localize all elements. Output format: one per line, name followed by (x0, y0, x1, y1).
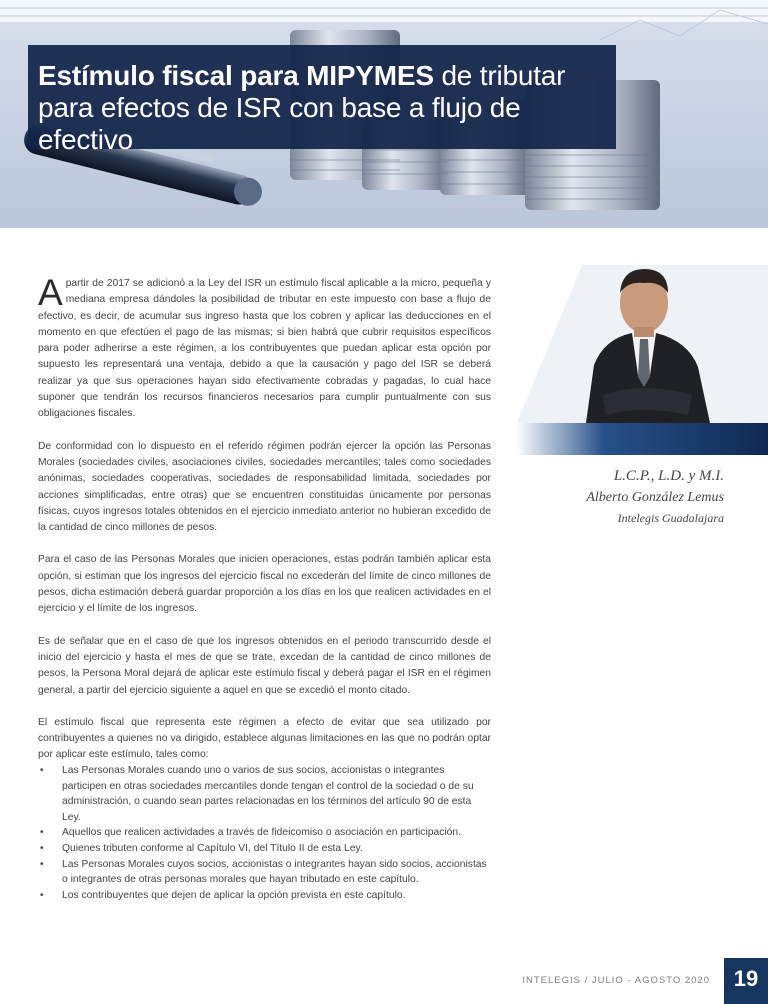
list-item-text: Quienes tributen conforme al Capítulo VI, del Título II de esta Ley. (62, 842, 363, 854)
paragraph-text: partir de 2017 se adicionó a la Ley del ISR un estímulo fiscal aplicable a la micro, pequeña y mediana empresa dándoles la posibilidad de tributar en este impuesto con base a flujo de efectivo, es decir, de acumular sus ingreso hasta que los cobren y aplicar las deducciones en el momento en que efectúen el pago de las mismas; si bien habrá que cubrir requisitos específicos para poder adherirse a este régimen, a los contribuyentes que puedan aplicar esta opción por supuesto les representará una ventaja, debido a que la causación y pago del ISR se deberá realizar ya que sus operaciones hayan sido efectivamente cobradas y pagadas, lo cual hace suponer que tendrán los recursos financieros necesarios para cumplir puntualmente con sus obligaciones fiscales. (38, 278, 491, 420)
author-photo (516, 255, 768, 455)
bullet-icon: • (40, 765, 44, 776)
author-affiliation: Intelegis Guadalajara (617, 511, 724, 525)
list-item (38, 825, 491, 841)
bullet-icon: • (40, 889, 44, 901)
author-portrait-image (516, 255, 768, 455)
paragraph: De conformidad con lo dispuesto en el referido régimen podrán ejercer la opción las Personas Morales (sociedades civiles, asociaciones civiles, sociedades mercantiles; tales como sociedades anónimas, sociedades cooperativas, sociedades de responsabilidad limitada, sociedades por acciones simplificadas, entre otras) que se encuentren constituidas únicamente por personas físicas, cuyos ingresos totales obtenidos en el ejercicio inmediato anterior no hubieran excedido de la cantidad de cinco millones de pesos. (38, 440, 491, 534)
paragraph: Para el caso de las Personas Morales que inicien operaciones, estas podrán también aplicar esta opción, si estiman que los ingresos del ejercicio fiscal no excederán del límite de cinco millones de pesos, dicha estimación deberá guardar proporción a los días en los que realicen actividades en el ejercicio y el límite de los ingresos. (38, 554, 491, 615)
list-item (38, 857, 491, 888)
hero-banner (0, 0, 768, 228)
list-item (38, 841, 491, 857)
author-credentials: L.C.P., L.D. y M.I. (613, 468, 724, 484)
list-item (38, 763, 491, 825)
author-byline (540, 466, 724, 528)
title-bold: Estímulo fiscal para MIPYMES (38, 60, 434, 91)
limitations-list (38, 763, 491, 903)
dropcap-letter: A (38, 272, 63, 313)
publication-footer: INTELEGIS / JULIO - AGOSTO 2020 (522, 975, 710, 986)
list-item-text: Las Personas Morales cuyos socios, accionistas o integrantes hayan sido socios, accionistas o integrantes de otras personas morales que hayan tributado en este capítulo. (62, 858, 487, 886)
bullet-icon: • (40, 858, 44, 870)
list-item-text: Los contribuyentes que dejen de aplicar la opción prevista en este capítulo. (62, 889, 406, 901)
bullet-icon: • (40, 842, 44, 854)
list-item-text: Las Personas Morales cuando uno o varios de sus socios, accionistas o integrantes participen en otras sociedades mercantiles donde tengan el control de la sociedad o de su administración, o cuando sean partes relacionadas en los términos del artículo 90 de esta Ley. (62, 765, 474, 823)
list-item-text: Aquellos que realicen actividades a través de fideicomiso o asociación en participación. (62, 827, 461, 839)
paragraph (38, 272, 491, 423)
paragraph: El estímulo fiscal que representa este régimen a efecto de evitar que sea utilizado por contribuyentes a quienes no va dirigido, establece algunas limitaciones en las que no podrán optar por aplicar este estímulo, tales como: (38, 716, 491, 761)
page-number: 19 (724, 958, 768, 1004)
article-body (38, 272, 491, 780)
bullet-icon: • (40, 827, 44, 839)
list-item (38, 888, 491, 904)
paragraph: Es de señalar que en el caso de que los ingresos obtenidos en el periodo transcurrido desde el inicio del ejercicio y hasta el mes de que se trate, excedan de la cantidad de cinco millones de pesos, la Persona Moral dejará de aplicar este estímulo fiscal y deberá pagar el ISR en el régimen general, a partir del ejercicio siguiente a aquel en que se excedió el monto citado. (38, 635, 491, 696)
title-rest: de tributar para efectos de ISR con base a flujo de efectivo (38, 60, 566, 155)
article-title (38, 60, 608, 156)
author-name: Alberto González Lemus (586, 490, 724, 505)
